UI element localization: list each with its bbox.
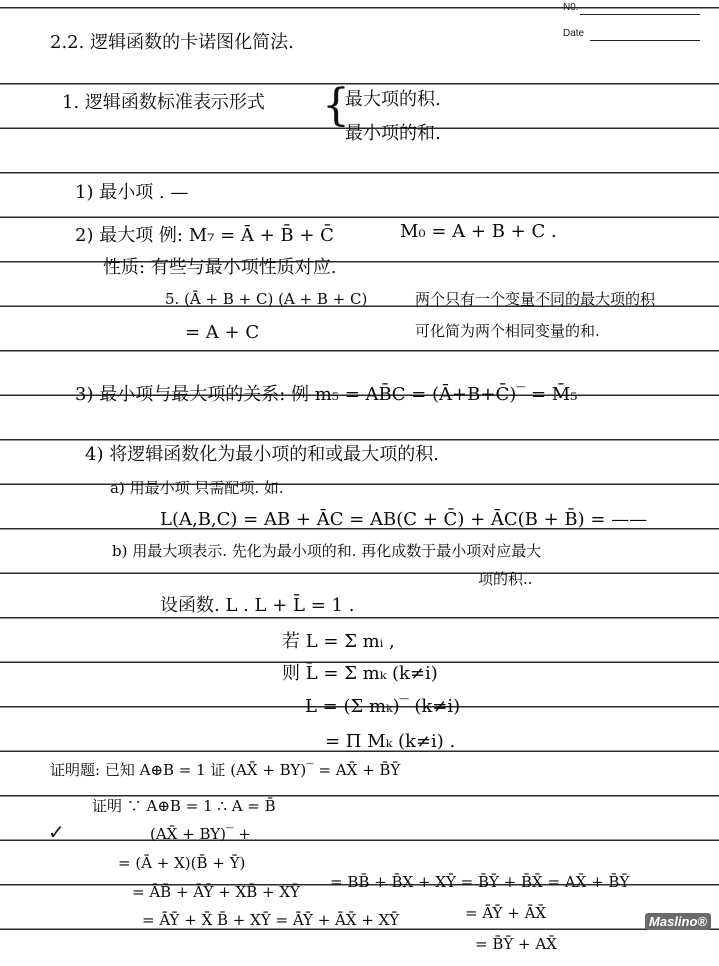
item-b: b) 用最大项表示. 先化为最小项的和. 再化成数于最小项对应最大	[112, 542, 542, 560]
item-relation: 3) 最小项与最大项的关系: 例 m₅ = AB̄C = (Ā+B+C̄)‾ = M̄₅	[75, 384, 578, 405]
proof-step-4: = ĀȲ + X̄ B̄ + XȲ = ĀȲ + ĀX̄ + XȲ	[142, 911, 400, 929]
brand-logo: Maslino®	[645, 913, 711, 930]
item-convert: 4) 将逻辑函数化为最小项的和或最大项的积.	[85, 444, 439, 465]
date-label: Date	[563, 28, 585, 39]
item-b-continued: 项的积..	[478, 570, 533, 588]
item-a-equation: L(A,B,C) = AB + ĀC = AB(C + C̄) + ĀC(B + B̄) = ——	[160, 509, 648, 530]
function-def: 设函数. L . L + L̄ = 1 .	[160, 595, 355, 616]
function-product: = Π Mₖ (k≠i) .	[325, 731, 456, 752]
heading-standard-forms: 1. 逻辑函数标准表示形式	[62, 92, 265, 113]
form-max-product: 最大项的积.	[345, 89, 441, 110]
no-field-line	[580, 14, 700, 15]
function-then: 则 L̄ = Σ mₖ (k≠i)	[282, 663, 438, 684]
property-5-note-1: 两个只有一个变量不同的最大项的积	[415, 290, 656, 308]
proof-step-3: = ĀB̄ + ĀȲ + XB̄ + XȲ	[132, 883, 300, 901]
section-title: 2.2. 逻辑函数的卡诺图化简法.	[50, 32, 294, 53]
brace-glyph: {	[322, 80, 350, 131]
item-maxterm: 2) 最大项 例: M₇ = Ā + B̄ + C̄	[75, 225, 334, 246]
proof-step-3-cont: = BB̄ + B̄X + XȲ = B̄Ȳ + B̄X̄ = AX̄ + B̄Ȳ	[330, 873, 630, 891]
no-label: N0.	[563, 2, 579, 13]
proof-step-1: (AX̄ + BY)‾ +	[150, 825, 251, 843]
function-l: L = (Σ mₖ)‾ (k≠i)	[305, 696, 461, 717]
proof-given: 证明 ∵ A⊕B = 1 ∴ A = B̄	[92, 797, 276, 815]
function-if: 若 L = Σ mᵢ ,	[282, 631, 395, 652]
property-5-note-2: 可化简为两个相同变量的和.	[415, 322, 600, 340]
maxterm-m0: M₀ = A + B + C .	[400, 221, 557, 242]
proof-step-2: = (Ā + X)(B̄ + Ȳ)	[118, 854, 246, 872]
proof-task: 证明题: 已知 A⊕B = 1 证 (AX̄ + BY)‾ = AX̄ + B̄Ȳ	[50, 761, 401, 779]
item-minterm: 1) 最小项 . —	[75, 182, 189, 203]
proof-step-4-cont: = ĀȲ + ĀX̄	[465, 904, 547, 922]
form-min-sum: 最小项的和.	[345, 123, 441, 144]
date-field-line	[590, 40, 700, 41]
proof-step-5: = B̄Ȳ + AX̄	[475, 935, 557, 953]
check-mark-icon: ✓	[48, 820, 65, 844]
property-5-expr: 5. (Ā + B + C) (A + B + C)	[165, 290, 368, 308]
property-5-result: = A + C	[185, 322, 260, 343]
item-a: a) 用最小项 只需配项. 如.	[110, 479, 284, 497]
property-text: 性质: 有些与最小项性质对应.	[103, 257, 337, 278]
